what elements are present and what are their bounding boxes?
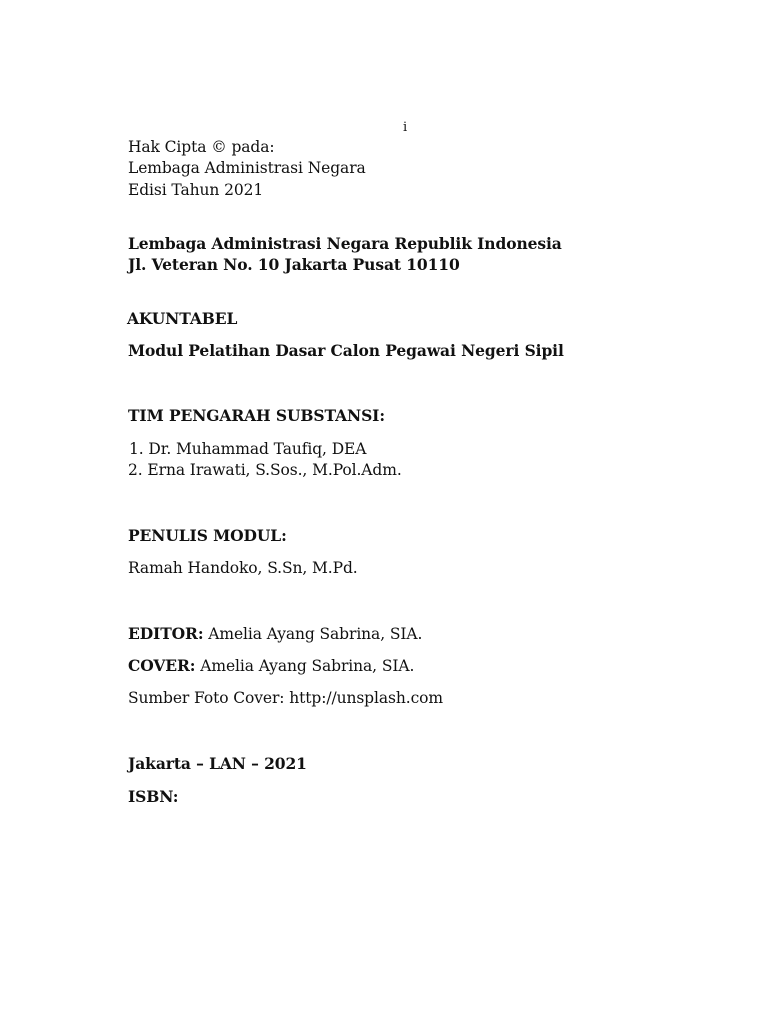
editor-name: Amelia Ayang Sabrina, SIA. <box>203 625 423 643</box>
cover-line <box>128 656 414 676</box>
copyright-line-3: Edisi Tahun 2021 <box>128 181 264 199</box>
editor-label: EDITOR: <box>128 624 204 643</box>
author-name: Ramah Handoko, S.Sn, M.Pd. <box>128 559 358 577</box>
module-title: AKUNTABEL <box>127 309 238 328</box>
cover-name: Amelia Ayang Sabrina, SIA. <box>195 657 415 675</box>
photo-source: Sumber Foto Cover: http://unsplash.com <box>128 689 443 707</box>
module-subtitle: Modul Pelatihan Dasar Calon Pegawai Negeri Sipil <box>128 341 564 360</box>
copyright-line-2: Lembaga Administrasi Negara <box>128 159 366 177</box>
steering-team-member: 2. Erna Irawati, S.Sos., M.Pol.Adm. <box>128 461 402 479</box>
isbn-label: ISBN: <box>128 787 179 806</box>
steering-team-member: 1. Dr. Muhammad Taufiq, DEA <box>129 440 367 458</box>
editor-line <box>128 624 422 644</box>
steering-team-heading: TIM PENGARAH SUBSTANSI: <box>128 406 385 425</box>
imprint: Jakarta – LAN – 2021 <box>128 754 307 773</box>
copyright-line-1: Hak Cipta © pada: <box>128 138 275 156</box>
page-number: i <box>403 120 408 135</box>
cover-label: COVER: <box>128 656 196 675</box>
publisher-address: Jl. Veteran No. 10 Jakarta Pusat 10110 <box>128 255 460 274</box>
publisher-name: Lembaga Administrasi Negara Republik Indonesia <box>128 234 562 253</box>
author-heading: PENULIS MODUL: <box>128 526 287 545</box>
